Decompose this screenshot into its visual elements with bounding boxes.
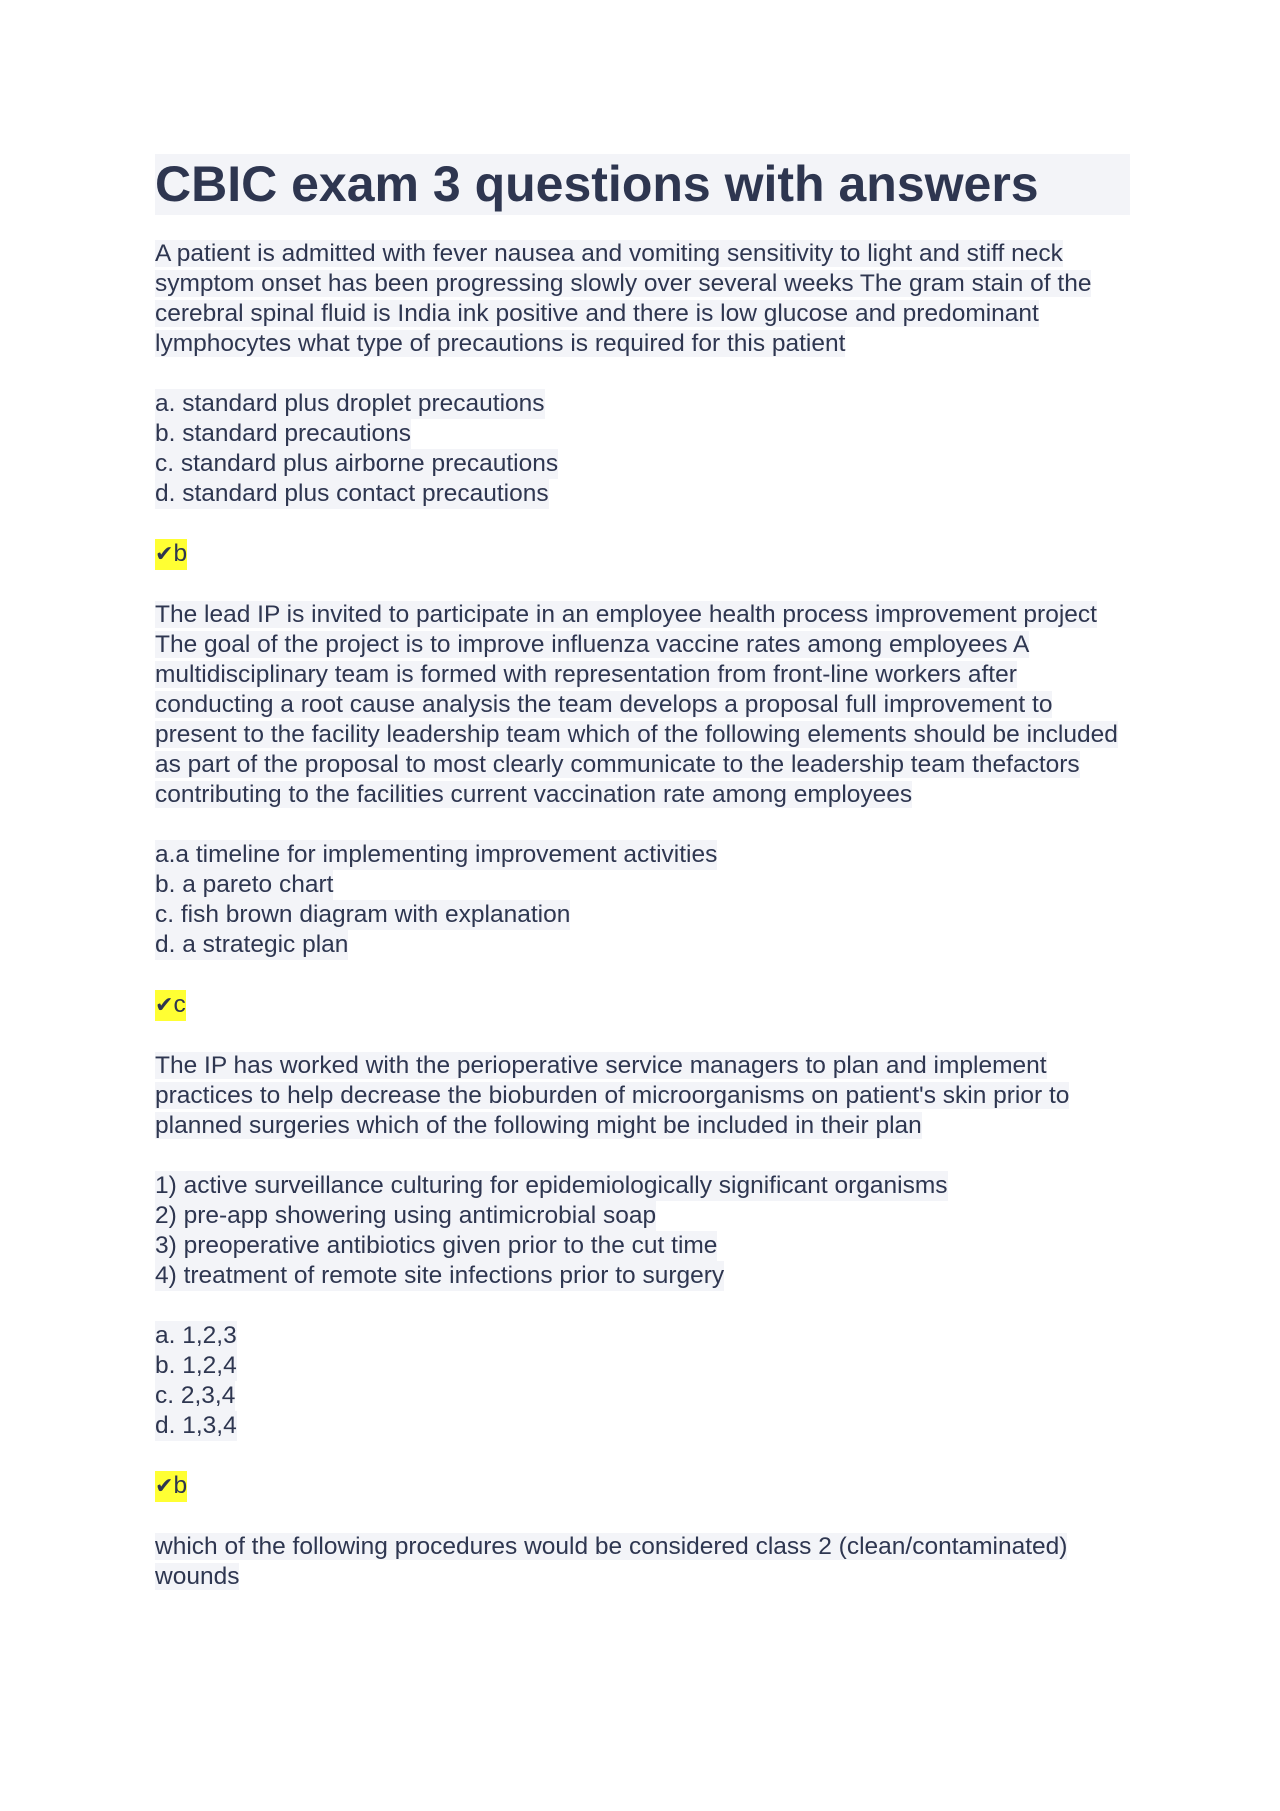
check-mark-icon: ✔: [155, 542, 174, 567]
question-3-option-c: c. 2,3,4: [155, 1382, 236, 1409]
question-4-text: [155, 1532, 1130, 1592]
title-bar: [155, 154, 1130, 215]
question-1-option-c: c. standard plus airborne precautions: [155, 450, 559, 477]
check-mark-icon: ✔: [155, 993, 174, 1018]
question-1-text: [155, 239, 1130, 359]
question-2-text: [155, 600, 1130, 810]
answer-badge: [155, 539, 187, 570]
check-mark-icon: ✔: [155, 1474, 174, 1499]
question-3-option-a: a. 1,2,3: [155, 1322, 237, 1349]
question-1-options: [155, 389, 1130, 509]
question-3-item-1: 1) active surveillance culturing for epidemiologically significant organisms: [155, 1172, 948, 1199]
answer-badge: [155, 990, 186, 1021]
answer-letter: b: [173, 540, 188, 567]
question-3-options: [155, 1321, 1130, 1441]
question-3-item-4: 4) treatment of remote site infections prior to surgery: [155, 1262, 725, 1289]
question-3-text: [155, 1051, 1130, 1141]
page-title: CBIC exam 3 questions with answers: [155, 156, 1039, 212]
question-3-option-d: d. 1,3,4: [155, 1412, 237, 1439]
question-4-text-content: which of the following procedures would be considered class 2 (clean/contaminated) wounds: [155, 1533, 1068, 1590]
question-2-text-content: The lead IP is invited to participate in an employee health process improvement project The goal of the project is to improve influenza vaccine rates among employees A multidisciplinary team is formed with representation from front-line workers after conducting a root cause analysis the team develops a proposal full improvement to present to the facility leadership team which of the following elements should be included as part of the proposal to most clearly communicate to the leadership team thefactors contributing to the facilities current vaccination rate among employees: [155, 601, 1118, 808]
question-3-item-3: 3) preoperative antibiotics given prior to the cut time: [155, 1232, 718, 1259]
question-1-option-b: b. standard precautions: [155, 420, 412, 447]
question-3-option-b: b. 1,2,4: [155, 1352, 237, 1379]
question-1-text-content: A patient is admitted with fever nausea and vomiting sensitivity to light and stiff neck symptom onset has been progressing slowly over several weeks The gram stain of the cerebral spinal fluid is India ink positive and there is low glucose and predominant lymphocytes what type of precautions is required for this patient: [155, 240, 1092, 357]
answer-letter: b: [173, 1472, 188, 1499]
answer-badge: [155, 1471, 187, 1502]
question-2-option-b: b. a pareto chart: [155, 871, 334, 898]
question-3-answer: [155, 1471, 1130, 1502]
question-3-items: [155, 1171, 1130, 1291]
answer-letter: c: [173, 991, 186, 1018]
question-2-option-c: c. fish brown diagram with explanation: [155, 901, 571, 928]
question-1-option-d: d. standard plus contact precautions: [155, 480, 549, 507]
document-page: [155, 154, 1130, 1622]
question-1-option-a: a. standard plus droplet precautions: [155, 390, 545, 417]
question-3-text-content: The IP has worked with the perioperative service managers to plan and implement practices to help decrease the bioburden of microorganisms on patient's skin prior to planned surgeries which of the following might be included in their plan: [155, 1052, 1070, 1139]
question-2-answer: [155, 990, 1130, 1021]
question-2-option-d: d. a strategic plan: [155, 931, 349, 958]
question-3-item-2: 2) pre-app showering using antimicrobial soap: [155, 1202, 657, 1229]
question-2-option-a: a.a timeline for implementing improvement activities: [155, 841, 718, 868]
question-2-options: [155, 840, 1130, 960]
question-1-answer: [155, 539, 1130, 570]
